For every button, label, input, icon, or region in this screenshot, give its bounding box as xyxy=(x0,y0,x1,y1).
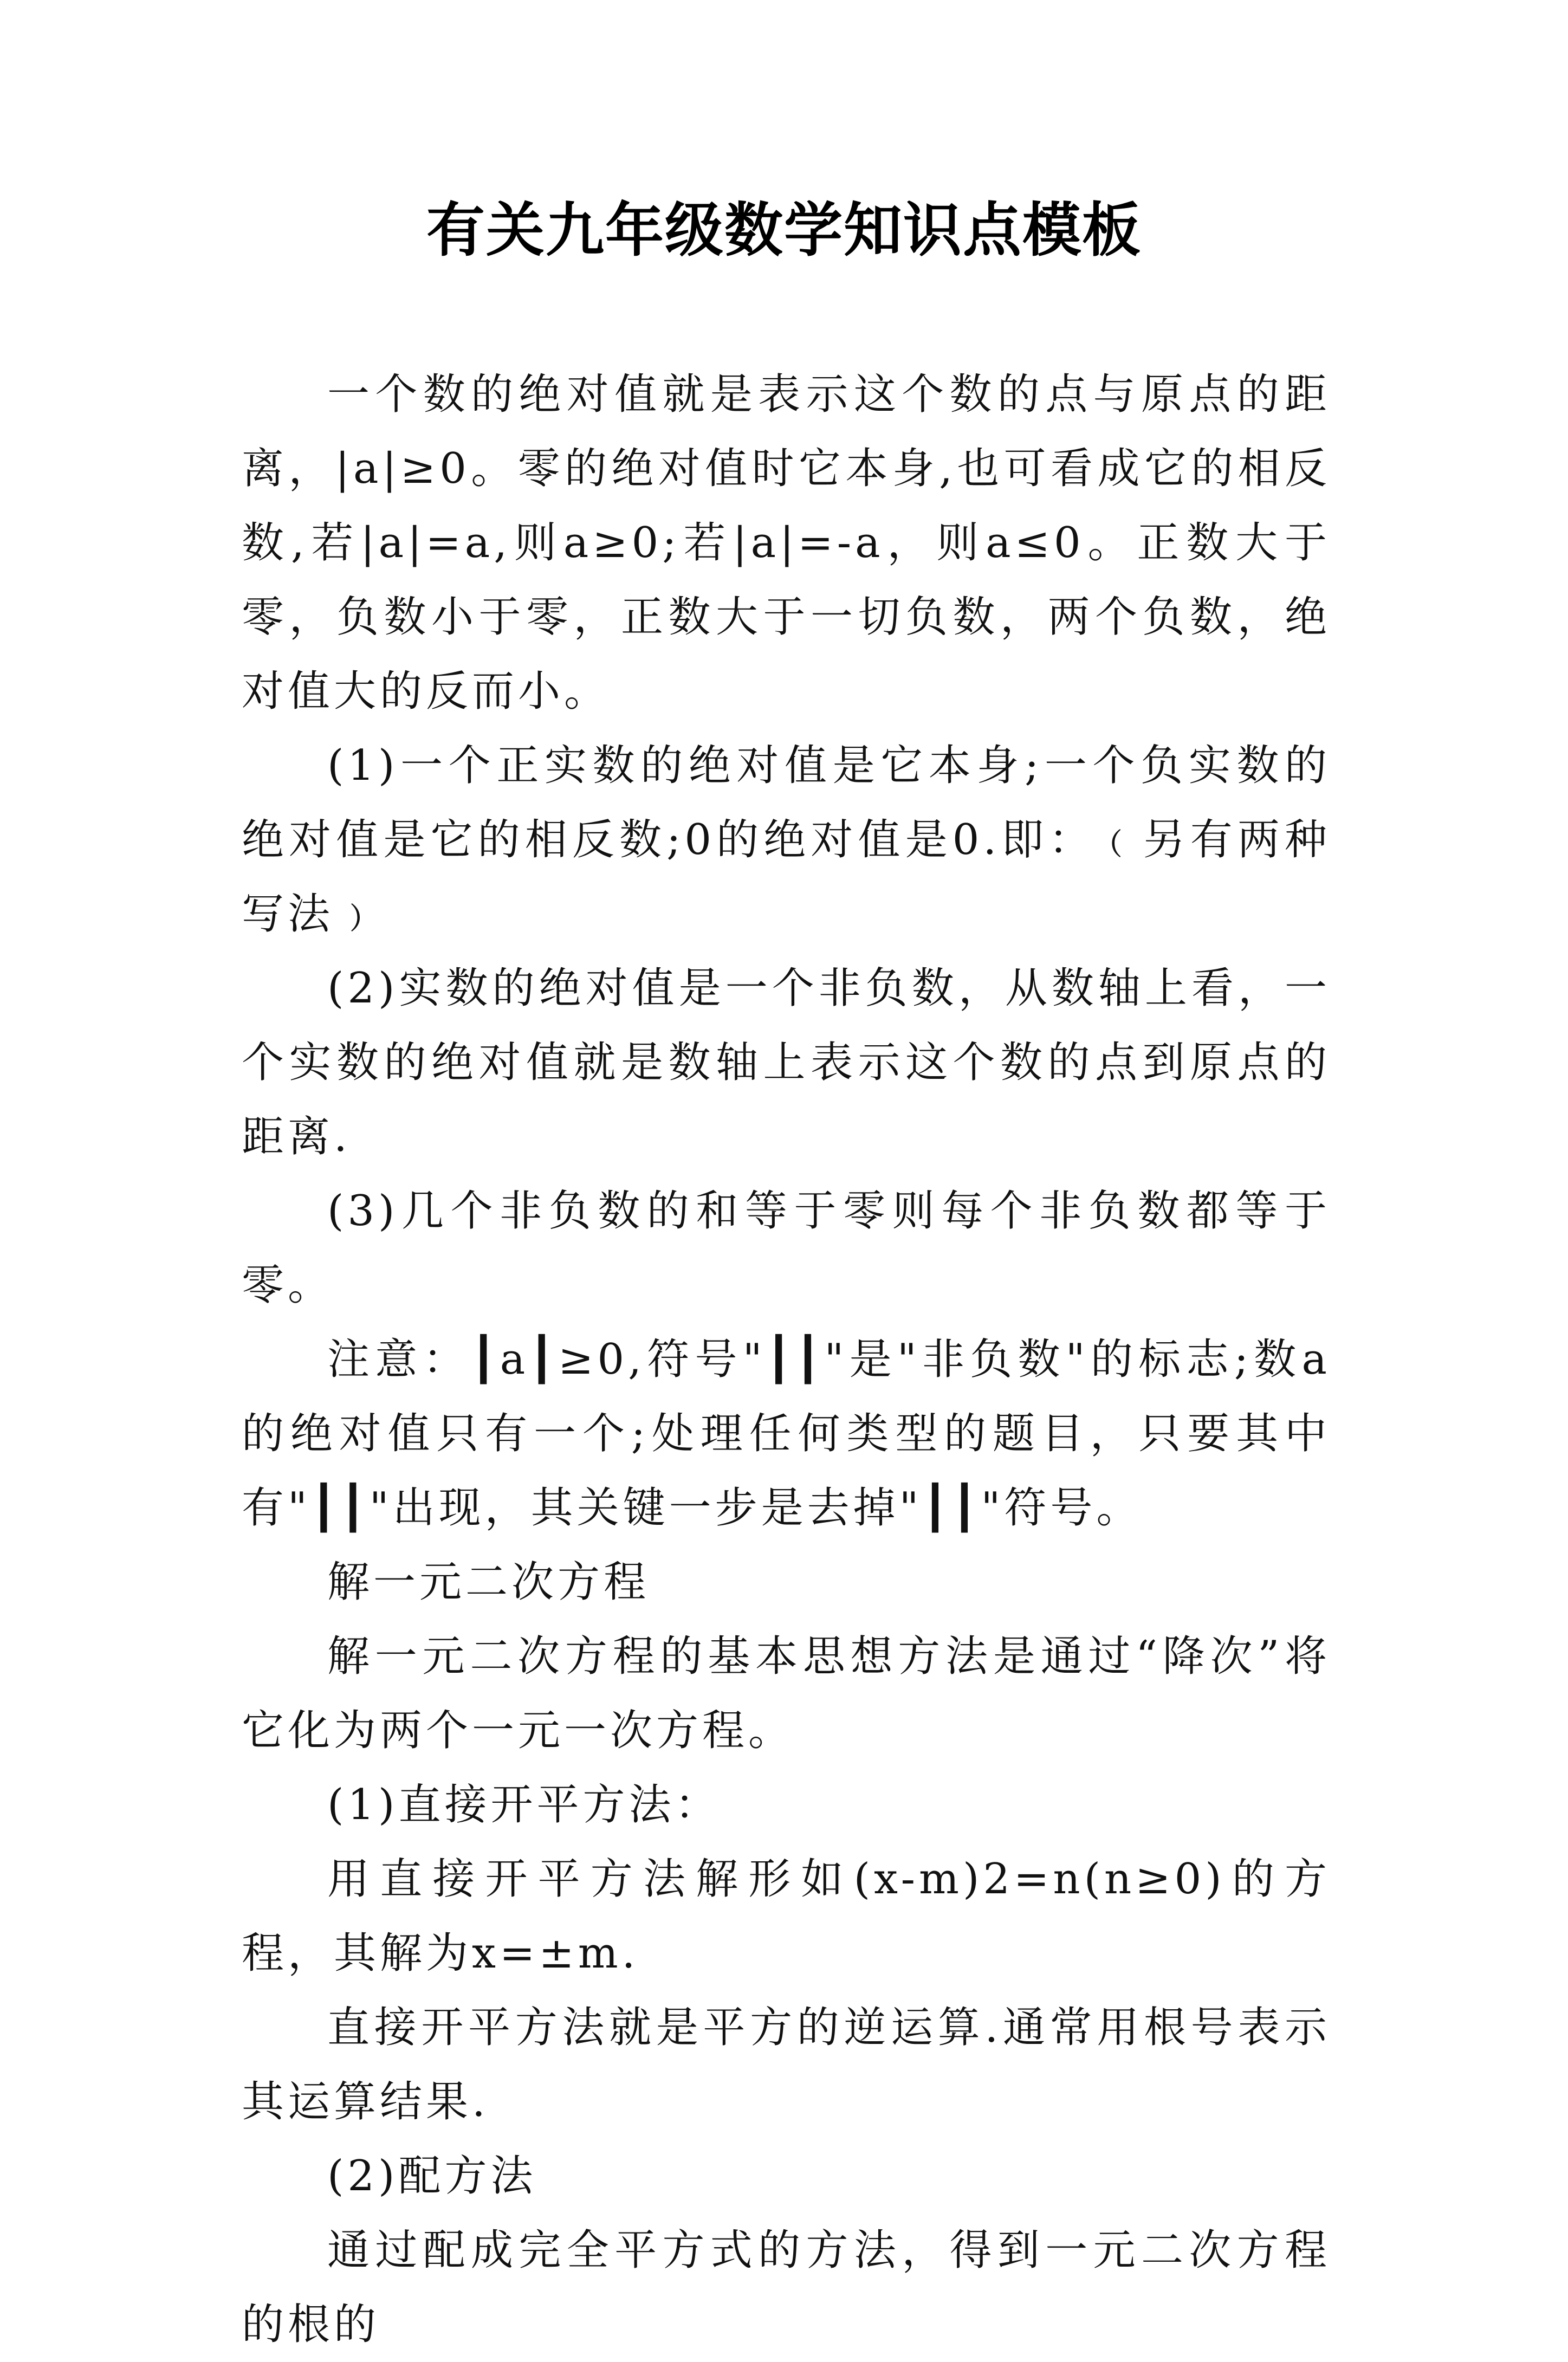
paragraph: 注意：┃a┃≥0,符号"┃┃"是"非负数"的标志;数a的绝对值只有一个;处理任何类型的题目，只要其中有"┃┃"出现，其关键一步是去掉"┃┃"符号。 xyxy=(242,1335,1331,1532)
paragraph: 通过配成完全平方式的方法，得到一元二次方程的根的 xyxy=(242,2226,1331,2349)
paragraph: 一个数的绝对值就是表示这个数的点与原点的距离，|a|≥0。零的绝对值时它本身,也可看成它的相反数,若|a|=a,则a≥0;若|a|=-a，则a≤0。正数大于零，负数小于零，正数大于一切负数，两个负数，绝对值大的反而小。 xyxy=(242,370,1331,716)
document-title: 有关九年级数学知识点模板 xyxy=(426,196,1142,264)
paragraph: (2)配方法 xyxy=(327,2152,537,2201)
paragraph: (2)实数的绝对值是一个非负数，从数轴上看，一个实数的绝对值就是数轴上表示这个数的点到原点的距离. xyxy=(242,964,1331,1161)
paragraph: 直接开平方法就是平方的逆运算.通常用根号表示其运算结果. xyxy=(242,2003,1331,2126)
paragraph: (3)几个非负数的和等于零则每个非负数都等于零。 xyxy=(242,1187,1331,1310)
paragraph: (1)直接开平方法： xyxy=(327,1781,721,1829)
paragraph: 解一元二次方程的基本思想方法是通过“降次”将它化为两个一元一次方程。 xyxy=(242,1632,1331,1755)
paragraph: 用直接开平方法解形如(x-m)2=n(n≥0)的方程，其解为x=±m. xyxy=(242,1855,1331,1978)
section-heading: 解一元二次方程 xyxy=(327,1558,650,1607)
document-body xyxy=(242,358,1331,2362)
paragraph: (1)一个正实数的绝对值是它本身;一个负实数的绝对值是它的相反数;0的绝对值是0.即：﹙另有两种写法﹚ xyxy=(242,741,1331,939)
